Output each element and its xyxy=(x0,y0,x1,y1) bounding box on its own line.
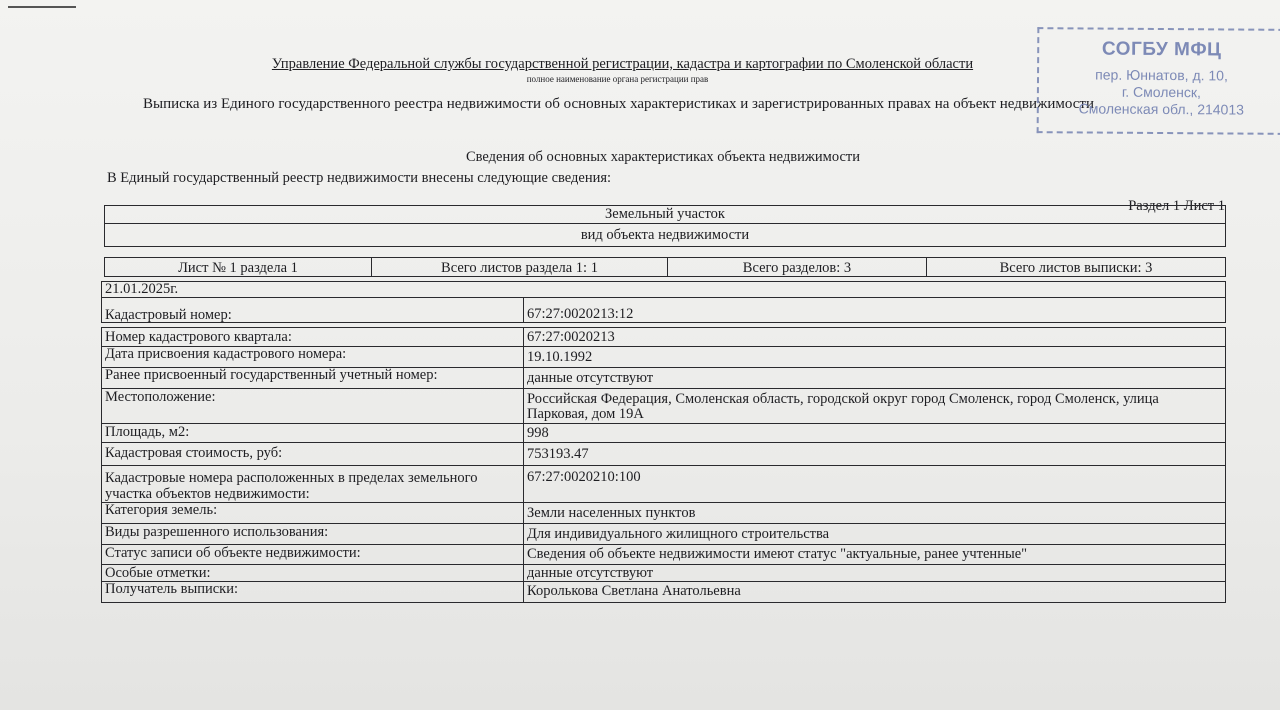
row-value: 19.10.1992 xyxy=(524,347,1226,368)
table-row xyxy=(102,328,1226,347)
row-label: Особые отметки: xyxy=(102,565,524,582)
row-value: Сведения об объекте недвижимости имеют статус "актуальные, ранее учтенные" xyxy=(524,545,1226,565)
table-row xyxy=(102,466,1226,503)
table-row xyxy=(102,503,1226,524)
table-row xyxy=(102,368,1226,389)
agency-subtitle: полное наименование органа регистрации прав xyxy=(526,74,709,84)
table-row xyxy=(102,347,1226,368)
table-row xyxy=(102,389,1226,424)
characteristics-table xyxy=(101,281,1226,603)
table-row xyxy=(102,565,1226,582)
row-label: Местоположение: xyxy=(102,389,524,424)
table-row xyxy=(102,443,1226,466)
row-label: Статус записи об объекте недвижимости: xyxy=(102,545,524,565)
section-reference: Раздел 1 Лист 1 xyxy=(1128,198,1225,214)
row-value: Для индивидуального жилищного строительства xyxy=(524,524,1226,545)
object-type: Земельный участок xyxy=(105,206,1226,224)
section-title: Сведения об основных характеристиках объекта недвижимости xyxy=(465,149,861,165)
stamp-address-line-2: г. Смоленск, xyxy=(1121,83,1202,101)
sheet-of-section: Лист № 1 раздела 1 xyxy=(105,258,372,277)
stamp-address-line-3: Смоленская обл., 214013 xyxy=(1078,100,1245,118)
total-extract-sheets: Всего листов выписки: 3 xyxy=(927,258,1226,277)
object-type-caption: вид объекта недвижимости xyxy=(105,224,1226,247)
mfc-stamp xyxy=(1037,27,1280,135)
table-row xyxy=(102,524,1226,545)
table-row xyxy=(102,424,1226,443)
total-section-sheets: Всего листов раздела 1: 1 xyxy=(372,258,668,277)
row-label: Виды разрешенного использования: xyxy=(102,524,524,545)
row-value: Российская Федерация, Смоленская область, городской округ город Смоленск, город Смоленск, улица Парковая, дом 19А xyxy=(524,389,1226,424)
stamp-title: СОГБУ МФЦ xyxy=(1101,38,1222,61)
row-label: Номер кадастрового квартала: xyxy=(102,328,524,347)
row-label: Площадь, м2: xyxy=(102,424,524,443)
row-value: 67:27:0020210:100 xyxy=(524,466,1226,503)
table-row xyxy=(102,582,1226,603)
row-label: Получатель выписки: xyxy=(102,582,524,603)
cadastral-number-label: Кадастровый номер: xyxy=(102,298,524,323)
row-value: 67:27:0020213 xyxy=(524,328,1226,347)
agency-name: Управление Федеральной службы государственной регистрации, кадастра и картографии по Смоленской области xyxy=(271,56,974,72)
extract-title: Выписка из Единого государственного реестра недвижимости об основных характеристиках и зарегистрированных правах на объект недвижимости xyxy=(143,96,1095,112)
total-sections: Всего разделов: 3 xyxy=(668,258,927,277)
table-row xyxy=(102,545,1226,565)
sheets-info-table xyxy=(104,257,1226,277)
row-label: Кадастровая стоимость, руб: xyxy=(102,443,524,466)
row-value: данные отсутствуют xyxy=(524,565,1226,582)
top-rule xyxy=(8,6,76,8)
intro-text: В Единый государственный реестр недвижимости внесены следующие сведения: xyxy=(107,170,612,186)
extract-date: 21.01.2025г. xyxy=(102,282,1226,298)
row-value: данные отсутствуют xyxy=(524,368,1226,389)
row-label: Ранее присвоенный государственный учетный номер: xyxy=(102,368,524,389)
row-label: Дата присвоения кадастрового номера: xyxy=(102,347,524,368)
row-label: Кадастровые номера расположенных в пределах земельного участка объектов недвижимости: xyxy=(102,466,524,503)
row-label: Категория земель: xyxy=(102,503,524,524)
row-value: Земли населенных пунктов xyxy=(524,503,1226,524)
row-value: 753193.47 xyxy=(524,443,1226,466)
object-type-table xyxy=(104,205,1226,247)
cadastral-number-value: 67:27:0020213:12 xyxy=(524,298,1226,323)
row-value: Королькова Светлана Анатольевна xyxy=(524,582,1226,603)
row-value: 998 xyxy=(524,424,1226,443)
stamp-address-line-1: пер. Юннатов, д. 10, xyxy=(1095,66,1228,84)
